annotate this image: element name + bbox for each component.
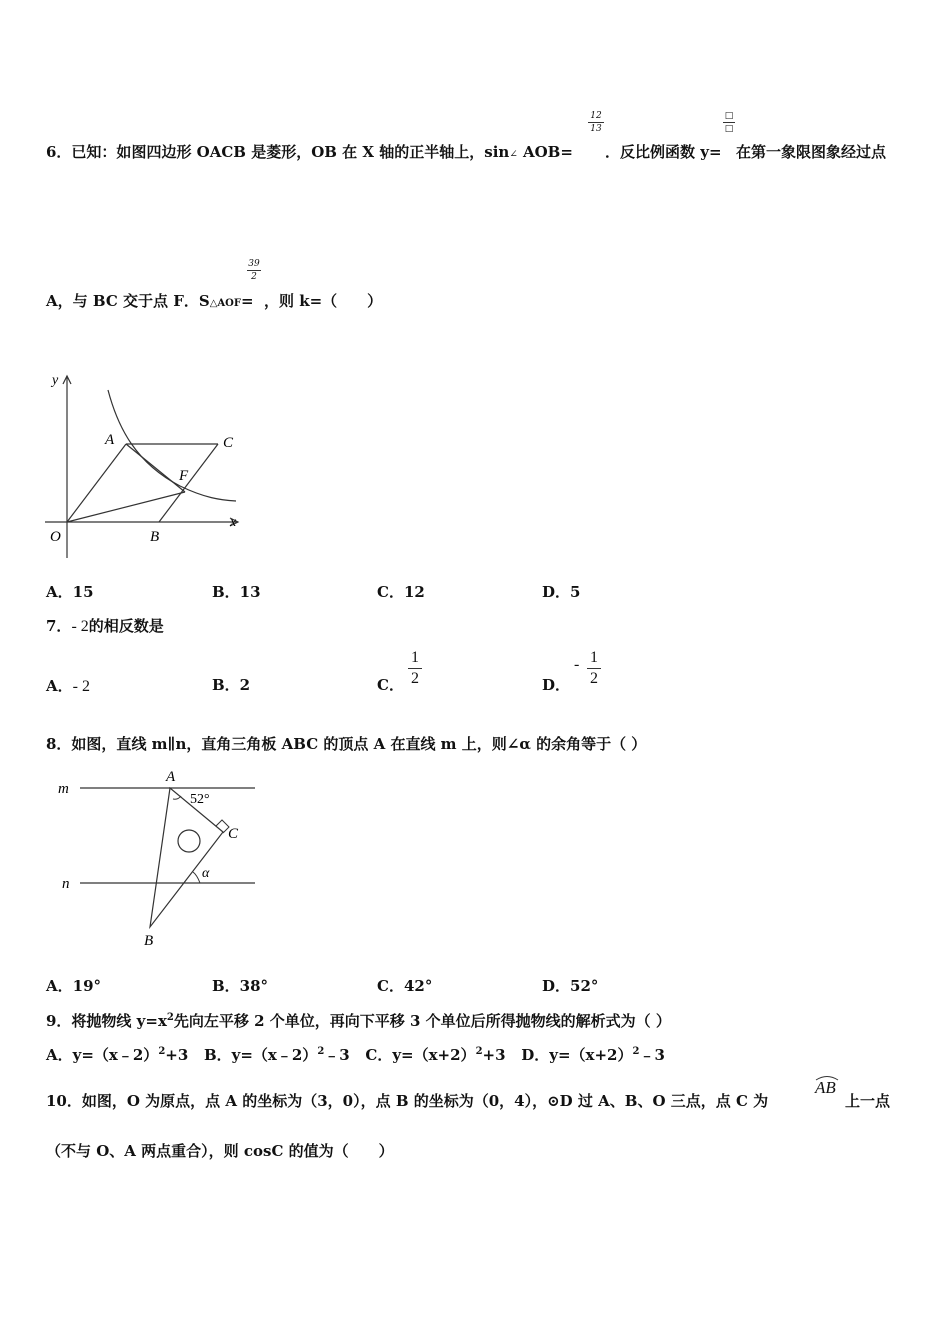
q6-line2 — [46, 290, 254, 311]
label-n: n — [62, 876, 70, 892]
label-y: y — [52, 373, 59, 388]
q6-line2-sub: △AOF — [209, 298, 241, 309]
q9-text-sup: 2 — [166, 1012, 174, 1023]
q7-opt-d-fraction — [587, 648, 601, 689]
q9-opt-c-sup: 2 — [475, 1046, 483, 1057]
q7-suffix: 的相反数是 — [88, 617, 164, 635]
label-F: F — [179, 468, 189, 484]
q7-opt-d-sign: - — [574, 656, 580, 673]
q7-opt-c-fraction — [408, 648, 422, 689]
q6-line2-c: ，则 k=（ ） — [264, 292, 383, 310]
q7-expr: - 2 — [71, 618, 89, 635]
q6-line1 — [46, 141, 573, 162]
q9-opt-d-tail: ﹣3 — [639, 1046, 665, 1064]
q6-line1-c: ．反比例函数 y= — [605, 143, 722, 161]
arc-symbol — [815, 1075, 839, 1081]
q7-opt-d-denominator: 2 — [587, 668, 601, 689]
triangle-hole — [178, 830, 200, 852]
q9-opt-a-tail: +3 — [165, 1046, 189, 1064]
angle-alpha-arc — [193, 872, 200, 883]
label-C: C — [223, 435, 234, 451]
label-A: A — [166, 769, 176, 785]
label-C: C — [228, 826, 239, 842]
q7-opt-a-val: - 2 — [72, 678, 90, 695]
q9-opt-c-tail: +3 — [482, 1046, 506, 1064]
q7-option-a[interactable] — [46, 675, 90, 696]
q8-option-b[interactable]: B．38° — [212, 977, 269, 995]
label-B: B — [144, 933, 154, 949]
q6-area-denominator: 2 — [247, 270, 261, 283]
q7-opt-c-numerator: 1 — [411, 649, 419, 666]
q7-option-b[interactable]: B．2 — [212, 676, 251, 694]
label-m: m — [58, 781, 69, 797]
label-52: 52° — [190, 792, 210, 807]
q6-sin-denominator: 13 — [588, 122, 604, 135]
segment-OF — [67, 492, 185, 522]
q6-figure — [40, 368, 245, 563]
q9-opt-a-text: A．y=（x﹣2） — [46, 1046, 159, 1064]
q10-line1-a: 10．如图，O 为原点，点 A 的坐标为（3，0），点 B 的坐标为（0，4），⊙D 过 A、B、O 三点，点 C 为 — [46, 1092, 769, 1110]
q6-line2-a: A，与 BC 交于点 F．S — [46, 292, 210, 310]
q8-option-d[interactable]: D．52° — [542, 977, 599, 995]
q6-line2-b: = — [240, 292, 254, 310]
q10-line2: （不与 O、A 两点重合），则 cosC 的值为（ ） — [46, 1142, 394, 1160]
q9-opt-d-sup: 2 — [632, 1046, 640, 1057]
q9-option-d[interactable] — [521, 1046, 665, 1064]
label-alpha: α — [202, 866, 210, 881]
q6-area-fraction — [247, 258, 261, 283]
q9-option-c[interactable] — [365, 1046, 505, 1064]
q9-opt-d-text: D．y=（x+2） — [521, 1046, 633, 1064]
q9-opt-a-sup: 2 — [158, 1046, 166, 1057]
q9-options — [46, 1044, 665, 1065]
q8-figure — [50, 765, 265, 955]
q7-prefix: 7． — [46, 617, 72, 635]
label-B: B — [150, 529, 160, 545]
q10-arc — [815, 1078, 836, 1098]
q7-option-c[interactable] — [377, 674, 404, 695]
q9-opt-b-tail: ﹣3 — [324, 1046, 350, 1064]
label-x: x — [230, 515, 237, 530]
q6-k-fraction — [723, 110, 735, 135]
q7-opt-d-numerator: 1 — [590, 649, 598, 666]
q6-sin-fraction — [588, 110, 604, 135]
q9-stem — [46, 1010, 671, 1031]
q6-line1-d: 在第一象限图象经过点 — [736, 143, 887, 161]
q6-area-numerator: 39 — [248, 259, 260, 269]
q9-text-b: 先向左平移 2 个单位，再向下平移 3 个单位后所得抛物线的解析式为（ ） — [173, 1012, 671, 1030]
q10-arc-label: AB — [815, 1078, 836, 1097]
q8-stem: 8．如图，直线 m∥n，直角三角板 ABC 的顶点 A 在直线 m 上，则∠α 的余角等于（ ） — [46, 735, 647, 753]
q6-option-c[interactable]: C．12 — [377, 583, 425, 601]
q9-option-b[interactable] — [204, 1046, 350, 1064]
q7-opt-a-label: A． — [46, 677, 73, 695]
q6-sin-numerator: 12 — [590, 111, 602, 121]
label-O: O — [50, 529, 61, 545]
q6-line1-b: AOB= — [522, 143, 573, 161]
q9-opt-c-text: C．y=（x+2） — [365, 1046, 476, 1064]
q7-opt-d-label: D． — [542, 676, 571, 694]
q9-opt-b-sup: 2 — [317, 1046, 325, 1057]
q9-option-a[interactable] — [46, 1046, 188, 1064]
angle-symbol: ∠ — [509, 149, 518, 160]
segment-AF — [126, 444, 185, 492]
q7-opt-c-denominator: 2 — [408, 668, 422, 689]
q6-option-d[interactable]: D．5 — [542, 583, 581, 601]
segment-OA — [67, 444, 126, 522]
q8-option-c[interactable]: C．42° — [377, 977, 433, 995]
q10-line1-b: 上一点 — [845, 1092, 891, 1110]
q7-option-d[interactable] — [542, 674, 570, 695]
q6-k-denominator: □ — [724, 124, 734, 134]
label-A: A — [105, 432, 115, 448]
q8-option-a[interactable]: A．19° — [46, 977, 102, 995]
q6-line1-a: 6．已知：如图四边形 OACB 是菱形，OB 在 X 轴的正半轴上，sin — [46, 143, 510, 161]
q7-opt-c-label: C． — [377, 676, 404, 694]
triangle-ABC — [150, 788, 223, 927]
q6-option-a[interactable]: A．15 — [46, 583, 94, 601]
q6-option-b[interactable]: B．13 — [212, 583, 261, 601]
q6-k-numerator: □ — [724, 111, 734, 121]
q9-text-a: 9．将抛物线 y=x — [46, 1012, 167, 1030]
segment-CB — [159, 444, 218, 522]
q9-opt-b-text: B．y=（x﹣2） — [203, 1046, 318, 1064]
q7-stem — [46, 615, 164, 636]
